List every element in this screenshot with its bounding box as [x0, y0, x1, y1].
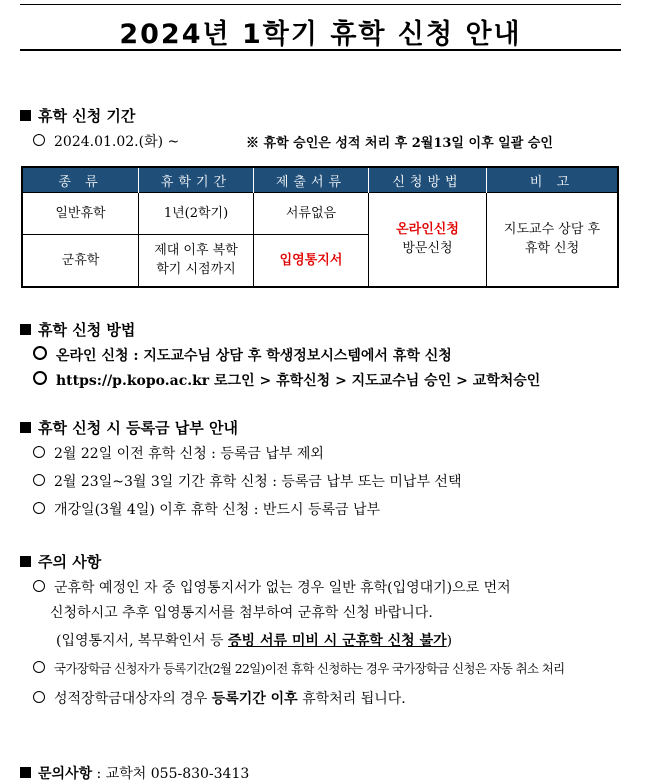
- period-start: 2024.01.02.(화) ~: [33, 131, 179, 151]
- caution-item: 성적장학금대상자의 경우 등록기간 이후 휴학처리 됩니다.: [33, 688, 406, 708]
- table-header-cell: 제출서류: [254, 167, 369, 193]
- circle-bullet-icon: [33, 580, 45, 592]
- table-cell: 서류없음: [254, 193, 369, 235]
- square-bullet-icon: [20, 110, 31, 121]
- table-header-cell: 종 류: [22, 167, 139, 193]
- table-cell: 1년(2학기): [139, 193, 254, 235]
- method-cell: [369, 193, 487, 287]
- caution-item: 국가장학금 신청자가 등록기간(2월 22일)이전 휴학 신청하는 경우 국가장학금 신청은 자동 취소 처리: [33, 659, 564, 677]
- tuition-item: 2월 23일~3월 3일 기간 휴학 신청 : 등록금 납부 또는 미납부 선택: [33, 471, 461, 491]
- method-item: 온라인 신청 : 지도교수님 상담 후 학생정보시스템에서 휴학 신청: [33, 345, 452, 365]
- circle-bullet-icon: [33, 134, 45, 146]
- period-note: ※ 휴학 승인은 성적 처리 후 2월13일 이후 일괄 승인: [246, 136, 553, 151]
- leave-table: [21, 166, 619, 288]
- circle-bullet-icon: [33, 661, 45, 673]
- section-period-heading: 휴학 신청 기간: [20, 105, 135, 126]
- circle-bullet-icon: [33, 691, 45, 703]
- caution-item-note: (입영통지서, 복무확인서 등 증빙 서류 미비 시 군휴학 신청 불가): [56, 633, 453, 649]
- table-header-cell: 신청방법: [369, 167, 487, 193]
- method-online: 온라인신청: [396, 222, 459, 238]
- table-cell: 군휴학: [22, 235, 139, 287]
- section-tuition-heading: 휴학 신청 시 등록금 납부 안내: [20, 417, 238, 438]
- section-method-heading: 휴학 신청 방법: [20, 319, 135, 340]
- circle-bullet-icon: [33, 502, 45, 514]
- table-cell: 일반휴학: [22, 193, 139, 235]
- method-item: https://p.kopo.ac.kr 로그인 > 휴학신청 > 지도교수님 승인 > 교학처승인: [33, 370, 540, 390]
- table-header-row: [22, 167, 618, 193]
- table-cell: 제대 이후 복학 학기 시점까지: [139, 235, 254, 287]
- method-visit: 방문신청: [402, 241, 453, 257]
- caution-item: 군휴학 예정인 자 중 입영통지서가 없는 경우 일반 휴학(입영대기)으로 먼저: [33, 577, 511, 597]
- tuition-item: 2월 22일 이전 휴학 신청 : 등록금 납부 제외: [33, 443, 324, 463]
- table-header-cell: 비 고: [487, 167, 619, 193]
- square-bullet-icon: [20, 324, 31, 335]
- title-box: [20, 4, 621, 51]
- circle-bullet-icon: [33, 446, 45, 458]
- section-caution-heading: 주의 사항: [20, 551, 101, 572]
- remark-line: 지도교수 상담 후: [503, 222, 601, 238]
- remark-line: 휴학 신청: [524, 241, 580, 257]
- square-bullet-icon: [20, 422, 31, 433]
- circle-bullet-icon: [33, 346, 47, 360]
- table-cell: 입영통지서: [254, 235, 369, 287]
- square-bullet-icon: [20, 767, 31, 778]
- remark-cell: [487, 193, 619, 287]
- circle-bullet-icon: [33, 474, 45, 486]
- tuition-item: 개강일(3월 4일) 이후 휴학 신청 : 반드시 등록금 납부: [33, 499, 380, 519]
- circle-bullet-icon: [33, 371, 47, 385]
- table-header-cell: 휴학기간: [139, 167, 254, 193]
- caution-item-continued: 신청하시고 추후 입영통지서를 첨부하여 군휴학 신청 바랍니다.: [50, 605, 433, 621]
- page-title: 2024년 1학기 휴학 신청 안내: [119, 19, 522, 50]
- contact-line: 문의사항 : 교학처 055-830-3413: [20, 763, 249, 783]
- square-bullet-icon: [20, 556, 31, 567]
- table-row: [22, 193, 618, 235]
